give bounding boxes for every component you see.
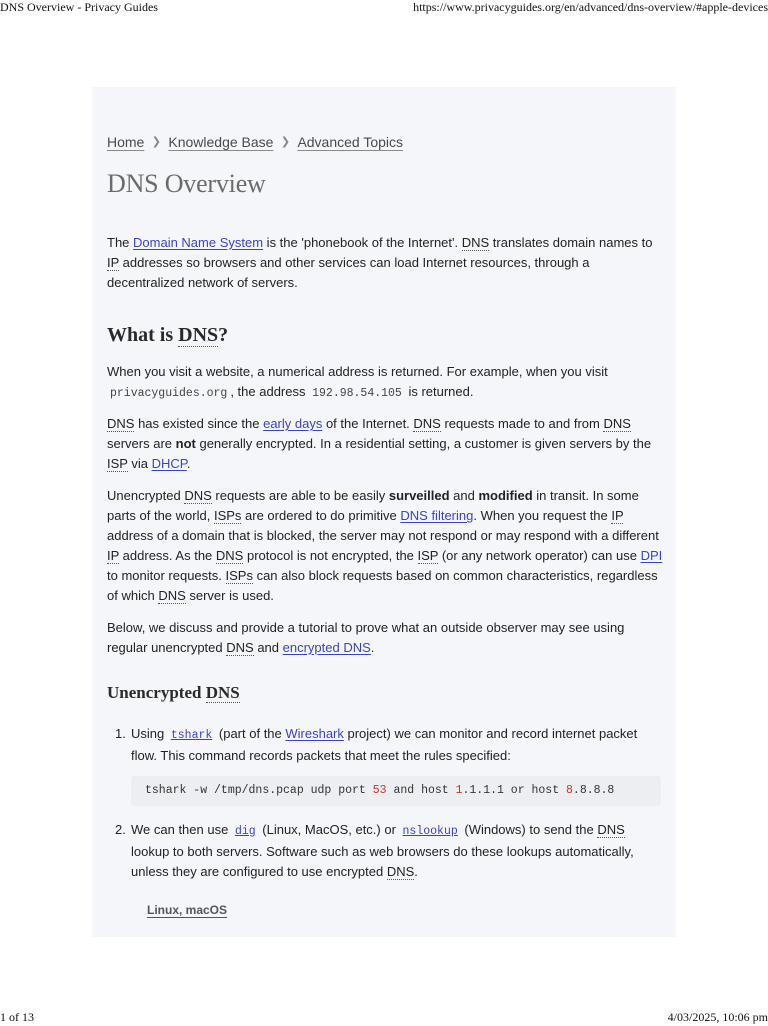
text: and bbox=[253, 640, 283, 655]
print-header bbox=[0, 0, 768, 16]
paragraph-dns-history bbox=[107, 414, 663, 474]
breadcrumb-knowledge-base[interactable]: Knowledge Base bbox=[168, 134, 274, 150]
text: server is used. bbox=[185, 588, 274, 603]
code-block-tshark-command[interactable] bbox=[131, 776, 661, 806]
abbr-dns: DNS bbox=[215, 548, 244, 563]
text: We can then use bbox=[131, 822, 232, 837]
text: . bbox=[414, 864, 418, 879]
text: . bbox=[370, 640, 375, 655]
text: Below, we discuss and provide a tutorial to prove what an outside observer may see using regular unencrypted bbox=[107, 620, 625, 655]
tshark-code-link[interactable]: tshark bbox=[170, 729, 213, 742]
abbr-isp: ISP bbox=[417, 548, 439, 563]
text: project) we can monitor and record internet packet flow. This command records packets that meet the rules specified: bbox=[131, 726, 638, 763]
code-number: 8 bbox=[566, 784, 573, 797]
domain-name-system-link[interactable]: Domain Name System bbox=[133, 235, 264, 250]
dhcp-link[interactable]: DHCP bbox=[151, 456, 187, 471]
heading-text: ? bbox=[218, 324, 229, 346]
print-page-number: 1 of 13 bbox=[0, 1010, 34, 1024]
text: can also block requests based on common characteristics, regardless of which bbox=[107, 568, 658, 603]
abbr-dns: DNS bbox=[184, 488, 212, 503]
heading-unencrypted-dns bbox=[107, 683, 240, 703]
article-card bbox=[92, 87, 676, 937]
text: protocol is not encrypted, the bbox=[243, 548, 418, 563]
heading-what-is-dns bbox=[107, 324, 228, 347]
list-item-dig-nslookup bbox=[115, 820, 663, 882]
wireshark-link[interactable]: Wireshark bbox=[285, 726, 344, 741]
abbr-dns: DNS bbox=[386, 864, 415, 879]
dig-code-link[interactable]: dig bbox=[234, 825, 256, 838]
print-datetime: 4/03/2025, 10:06 pm bbox=[667, 1010, 768, 1024]
text: addresses so browsers and other services can load Internet resources, through a decentralized network of servers. bbox=[107, 255, 590, 290]
text: requests made to and from bbox=[440, 416, 604, 431]
dpi-link[interactable]: DPI bbox=[640, 548, 663, 563]
code-domain: privacyguides.org bbox=[110, 387, 228, 400]
tab-linux-macos[interactable]: Linux, macOS bbox=[147, 903, 228, 917]
text: Using bbox=[131, 726, 168, 741]
list-number: 2. bbox=[115, 822, 126, 837]
text: via bbox=[127, 456, 152, 471]
heading-text: What is bbox=[107, 324, 179, 346]
text: . When you request the bbox=[473, 508, 612, 523]
abbr-dns: DNS bbox=[603, 416, 631, 431]
chevron-right-icon: ❯ bbox=[280, 135, 291, 148]
text: are ordered to do primitive bbox=[241, 508, 401, 523]
encrypted-dns-link[interactable]: encrypted DNS bbox=[282, 640, 371, 655]
bold-text: surveilled bbox=[388, 488, 450, 503]
dns-filtering-link[interactable]: DNS filtering bbox=[400, 508, 474, 523]
breadcrumb-home[interactable]: Home bbox=[107, 134, 145, 150]
breadcrumb-advanced-topics[interactable]: Advanced Topics bbox=[297, 134, 404, 150]
page-title: DNS Overview bbox=[107, 169, 266, 198]
text: . bbox=[186, 456, 191, 471]
text: to monitor requests. bbox=[107, 568, 226, 583]
code-text: and host bbox=[386, 784, 456, 797]
text: The bbox=[107, 235, 134, 250]
abbr-isps: ISPs bbox=[213, 508, 242, 523]
paragraph-unencrypted-risks bbox=[107, 486, 663, 606]
text: lookup to both servers. Software such as web browsers do these lookups automatically, unless they are configured to use encrypted bbox=[131, 844, 634, 879]
code-text: .1.1.1 or host bbox=[462, 784, 567, 797]
text: generally encrypted. In a residential setting, a customer is given servers by the bbox=[195, 436, 652, 451]
abbr-ip: IP bbox=[611, 508, 624, 523]
text: (Windows) to send the bbox=[460, 822, 598, 837]
abbr-dns: DNS bbox=[158, 588, 186, 603]
code-text: tshark -w /tmp/dns.pcap udp port bbox=[145, 784, 373, 797]
text: servers are bbox=[107, 436, 176, 451]
text: When you visit a website, a numerical address is returned. For example, when you visit bbox=[107, 364, 608, 379]
nslookup-code-link[interactable]: nslookup bbox=[402, 825, 458, 838]
intro-paragraph bbox=[107, 233, 663, 293]
code-ip-address: 192.98.54.105 bbox=[312, 387, 402, 400]
abbr-dns: DNS bbox=[461, 235, 490, 250]
early-days-link[interactable]: early days bbox=[263, 416, 323, 431]
print-url: https://www.privacyguides.org/en/advanced/dns-overview/#apple-devices bbox=[413, 0, 768, 14]
abbr-isps: ISPs bbox=[225, 568, 253, 583]
text: address. As the bbox=[119, 548, 216, 563]
text: , the address bbox=[230, 384, 310, 399]
abbr-dns: DNS bbox=[413, 416, 441, 431]
text: is returned. bbox=[404, 384, 474, 399]
text: of the Internet. bbox=[322, 416, 414, 431]
abbr-isp: ISP bbox=[107, 456, 128, 471]
paragraph-visit-example bbox=[107, 362, 663, 404]
code-number: 53 bbox=[372, 784, 387, 797]
text: (part of the bbox=[215, 726, 286, 741]
abbr-dns: DNS bbox=[107, 416, 135, 431]
list-item-tshark bbox=[115, 724, 663, 766]
code-text: .8.8.8 bbox=[572, 784, 615, 797]
breadcrumb bbox=[107, 134, 403, 150]
list-number: 1. bbox=[115, 726, 126, 741]
abbr-ip: IP bbox=[107, 255, 120, 270]
text: (or any network operator) can use bbox=[438, 548, 641, 563]
text: is the 'phonebook of the Internet'. bbox=[263, 235, 462, 250]
code-number: 1 bbox=[455, 784, 463, 797]
heading-text: Unencrypted bbox=[107, 683, 206, 702]
abbr-dns: DNS bbox=[178, 324, 219, 346]
text: in transit. In some parts of the world, bbox=[107, 488, 639, 523]
abbr-dns: DNS bbox=[597, 822, 625, 837]
text: translates domain names to bbox=[489, 235, 653, 250]
text: requests are able to be easily bbox=[211, 488, 389, 503]
text: and bbox=[449, 488, 479, 503]
abbr-ip: IP bbox=[107, 548, 120, 563]
bold-text: not bbox=[175, 436, 196, 451]
chevron-right-icon: ❯ bbox=[151, 135, 161, 148]
text: address of a domain that is blocked, the server may not respond or may respond with a different bbox=[107, 528, 659, 543]
abbr-dns: DNS bbox=[226, 640, 254, 655]
paragraph-tutorial-intro bbox=[107, 618, 663, 658]
print-title: DNS Overview - Privacy Guides bbox=[0, 0, 158, 14]
abbr-dns: DNS bbox=[205, 683, 240, 702]
text: has existed since the bbox=[134, 416, 264, 431]
bold-text: modified bbox=[478, 488, 533, 503]
text: Unencrypted bbox=[107, 488, 185, 503]
text: (Linux, MacOS, etc.) or bbox=[258, 822, 400, 837]
